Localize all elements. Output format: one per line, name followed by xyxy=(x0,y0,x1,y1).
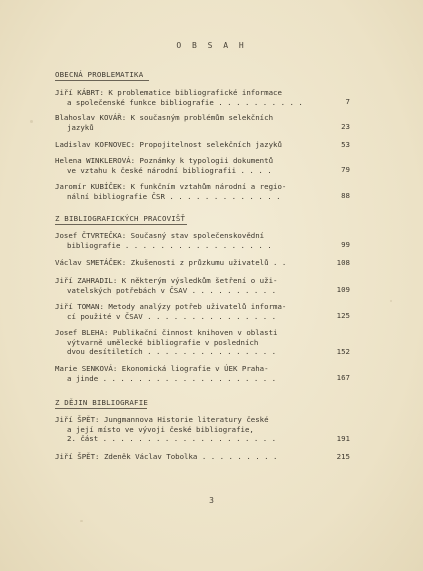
toc-entry[interactable]: Jiří TOMAN: Metody analýzy potřeb uživatelů informa- cí použité v ČSAV . . . . . . . . . . . . . . . xyxy=(55,302,287,321)
paper-speck xyxy=(390,300,392,302)
toc-entry[interactable]: Helena WINKLEROVÁ: Poznámky k typologii dokumentů ve vztahu k české národní bibliografii . . . . xyxy=(55,156,274,175)
toc-entry[interactable]: Jiří ZAHRADIL: K některým výsledkům šetření o uži- vatelských potřebách v ČSAV . . . . . . . . . . xyxy=(55,276,278,295)
toc-page-number: 79 xyxy=(341,165,350,174)
toc-page-number: 53 xyxy=(341,140,350,149)
toc-entry[interactable]: Jiří ŠPĚT: Zdeněk Václav Tobolka . . . . . . . . . xyxy=(55,452,278,461)
toc-page-number: 167 xyxy=(336,373,350,382)
toc-page-number: 99 xyxy=(341,240,350,249)
section-heading-history: Z DĚJIN BIBLIOGRAFIE xyxy=(55,398,148,407)
toc-entry[interactable]: Jiří KÁBRT: K problematice bibliografické informace a společenské funkce bibliografie . . . . . . . . . . xyxy=(55,88,303,107)
section-heading-workplaces: Z BIBLIOGRAFICKÝCH PRACOVIŠŤ xyxy=(55,214,186,223)
toc-page-number: 108 xyxy=(336,258,350,267)
section-heading-general: OBECNÁ PROBLEMATIKA xyxy=(55,70,149,81)
page-number: 3 xyxy=(209,496,214,505)
toc-entry[interactable]: Josef ČTVRTEČKA: Současný stav společenskovědní bibliografie . . . . . . . . . . . . . . . . . xyxy=(55,231,272,250)
toc-page-number: 191 xyxy=(336,434,350,443)
toc-page-number: 152 xyxy=(336,347,350,356)
toc-entry[interactable]: Jaromír KUBÍČEK: K funkčním vztahům národní a regio- nální bibliografie ČSR . . . . . . . . . . . . . xyxy=(55,182,287,201)
toc-page-number: 88 xyxy=(341,191,350,200)
toc-entry[interactable]: Blahoslav KOVÁŘ: K současným problémům selekčních jazyků xyxy=(55,113,274,132)
toc-page-number: 23 xyxy=(341,122,350,131)
toc-page-number: 125 xyxy=(336,311,350,320)
toc-page-number: 109 xyxy=(336,285,350,294)
toc-page-number: 7 xyxy=(345,97,350,106)
toc-entry[interactable]: Marie SENKOVÁ: Ekonomická liografie v ÚEK Praha- a jinde . . . . . . . . . . . . . . . . . . . . xyxy=(55,364,277,383)
toc-page-number: 215 xyxy=(336,452,350,461)
paper-speck xyxy=(80,520,83,522)
paper-speck xyxy=(30,120,33,123)
toc-entry[interactable]: Václav SMETÁČEK: Zkušenosti z průzkumu uživatelů . . xyxy=(55,258,287,267)
toc-entry[interactable]: Ladislav KOFNOVEC: Propojitelnost selekčních jazyků xyxy=(55,140,282,149)
page-title: O B S A H xyxy=(176,41,247,50)
toc-entry[interactable]: Jiří ŠPĚT: Jungmannova Historie literatury české a její místo ve vývoji české bibliografie, 2. část . . . . . . . . . . . . . . . . . . . . xyxy=(55,415,277,444)
toc-entry[interactable]: Josef BLEHA: Publikační činnost knihoven v oblasti výtvarně umělecké bibliografie v posledních dvou desítiletích . . . . . . . . . . . . . . . xyxy=(55,328,278,357)
